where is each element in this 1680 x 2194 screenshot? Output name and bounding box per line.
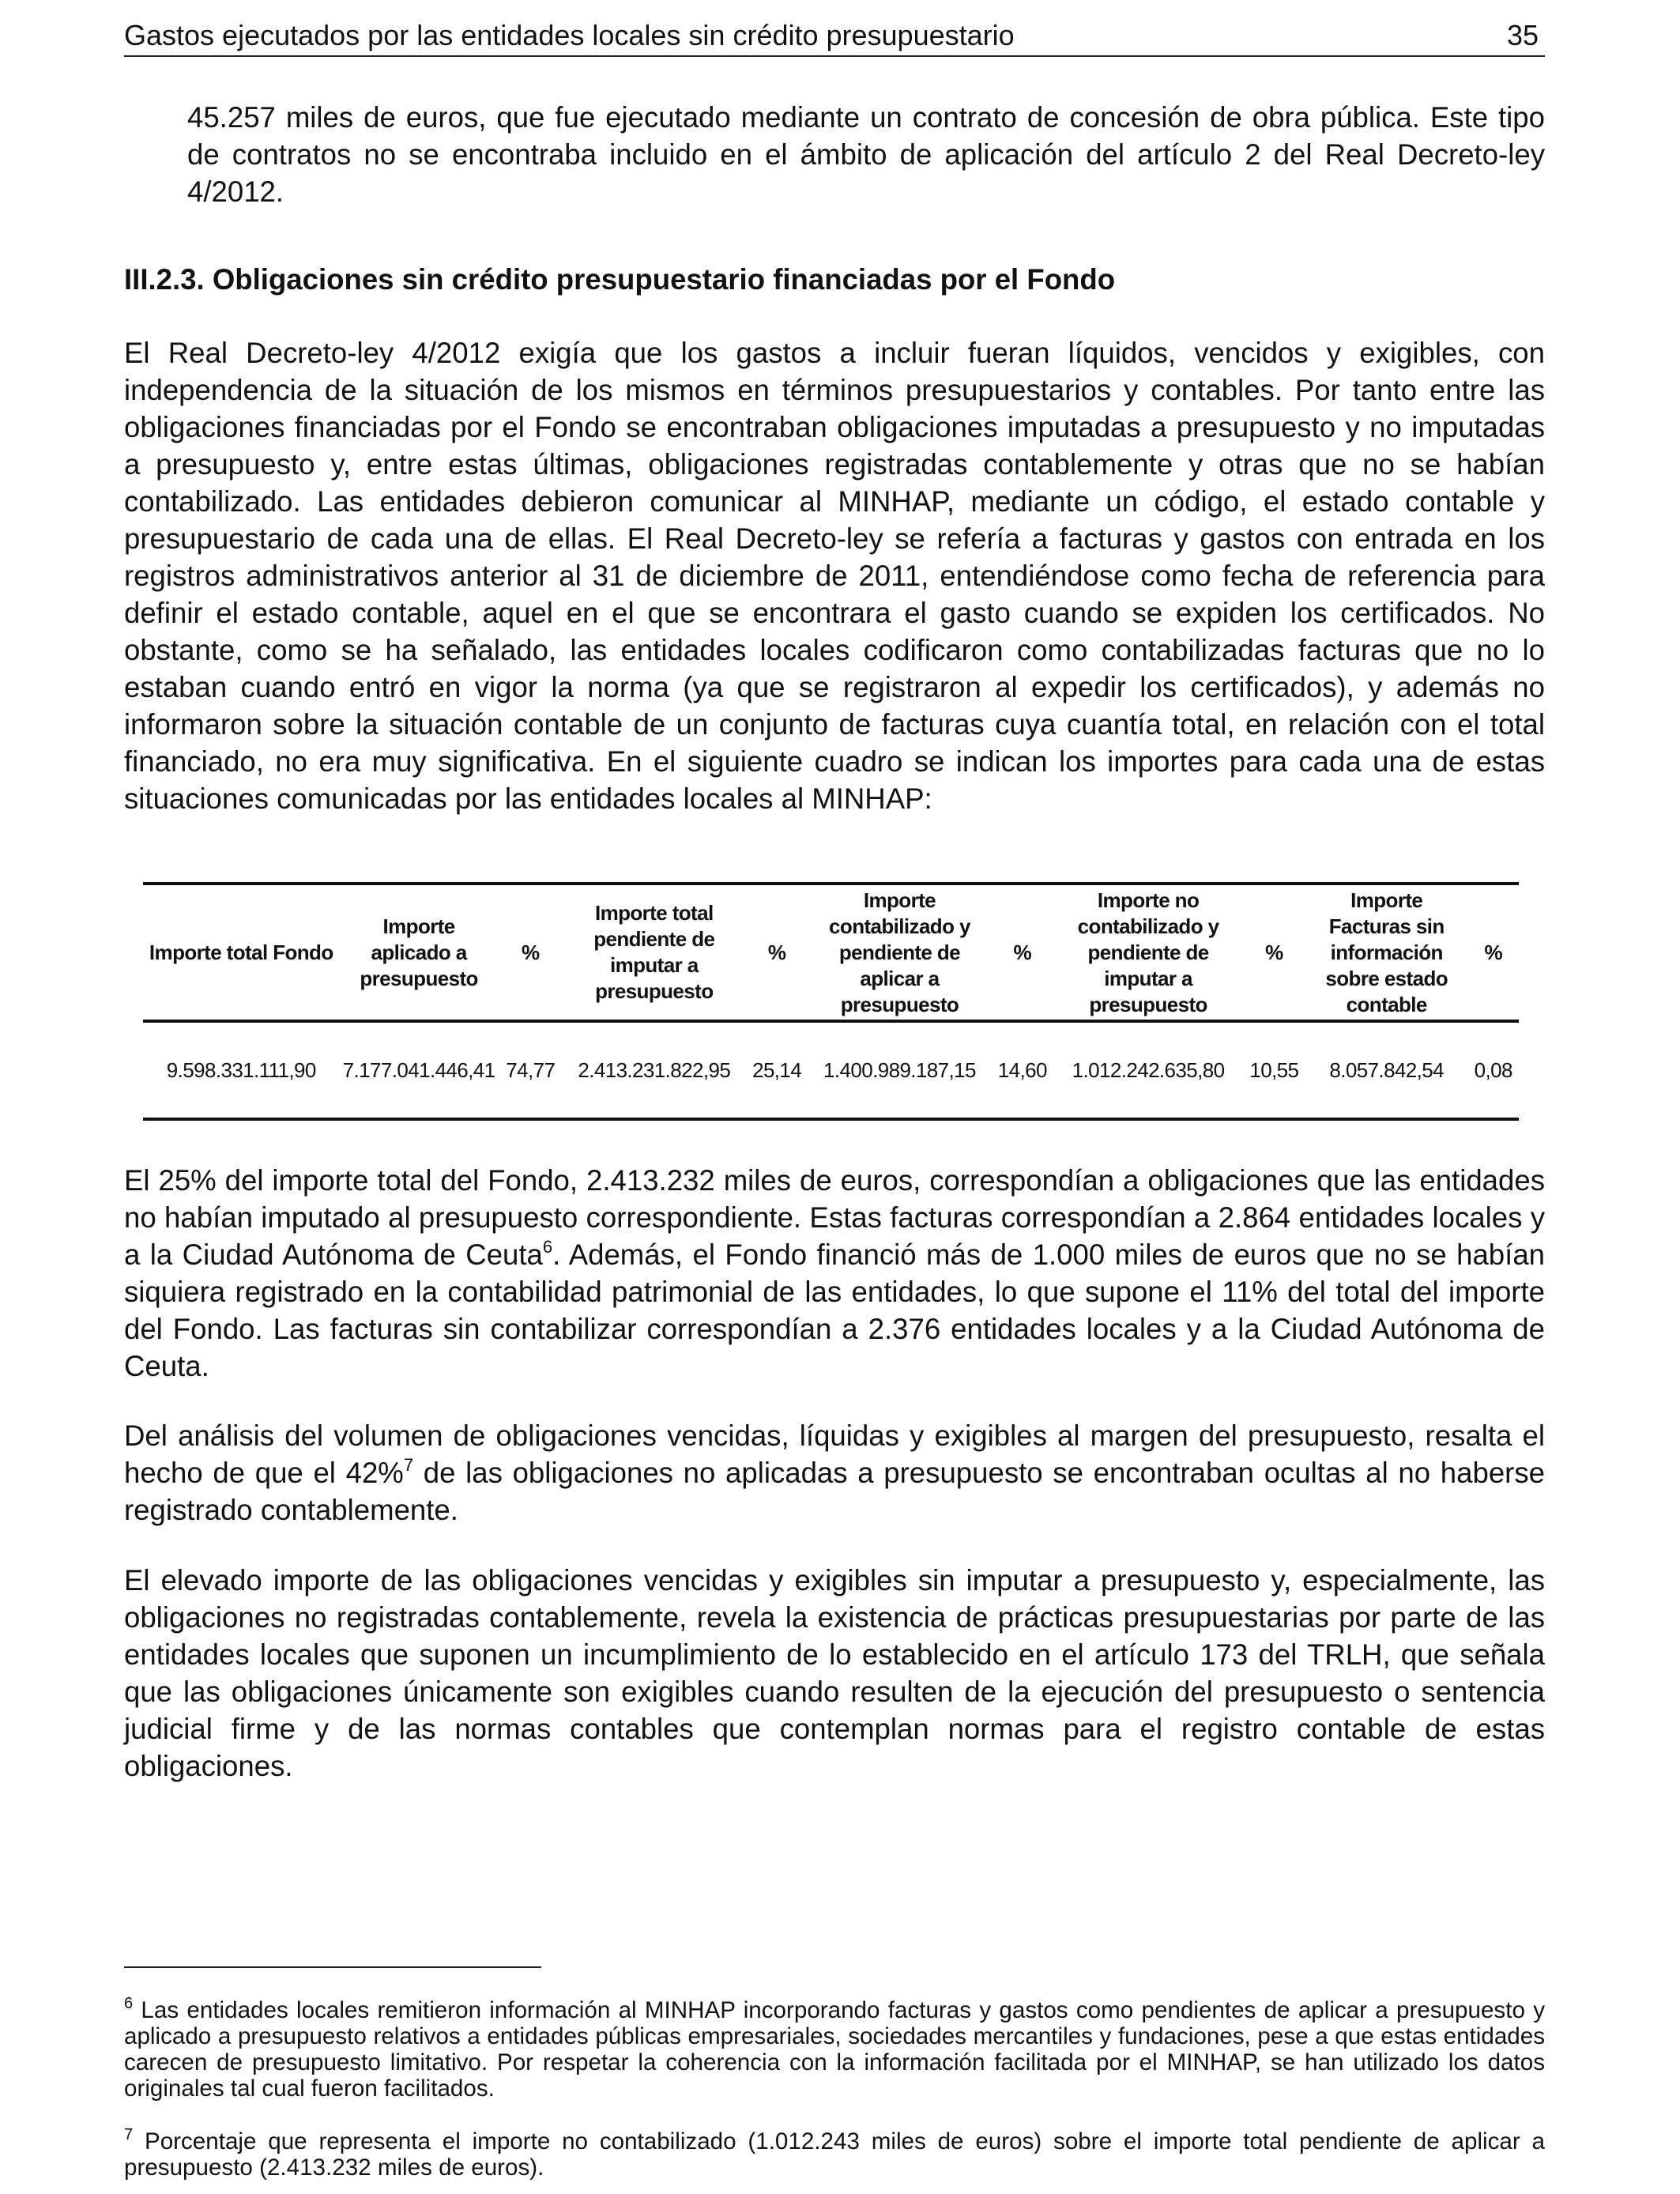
paragraph-3-text-a: Del análisis del volumen de obligaciones vencidas, líquidas y exigibles al margen del presupuesto, resalta el hecho de que el 42%	[124, 1419, 1545, 1489]
footnote-number: 6	[124, 1995, 134, 2012]
paragraph-2-text-b: . Además, el Fondo financió más de 1.000 miles de euros que no se habían siquiera registrado en la contabilidad patrimonial de las entidades, lo que supone el 11% del total del importe del Fondo. Las facturas sin contabilizar correspondían a 2.376 entidades locales y a la Ciudad Autónoma de Ceuta.	[124, 1238, 1546, 1382]
table-cell: 8.057.842,54	[1329, 1057, 1445, 1082]
footnote-text: Porcentaje que representa el importe no contabilizado (1.012.243 miles de euros) sobre el importe total pendiente de aplicar a presupuesto (2.413.232 miles de euros).	[124, 2128, 1545, 2181]
section-heading: III.2.3. Obligaciones sin crédito presupuestario financiadas por el Fondo	[124, 263, 1116, 296]
col-header-pct-contabilizado: %	[1013, 940, 1032, 964]
table-cell: 9.598.331.111,90	[166, 1057, 316, 1082]
table-cell: 1.400.989.187,15	[823, 1057, 976, 1082]
col-header-no-contabilizado: Importe no contabilizado y pendiente de imputar a presupuesto	[1077, 888, 1219, 1016]
paragraph-2-text-a: El 25% del importe total del Fondo, 2.413.232 miles de euros, correspondían a obligaciones que las entidades no habían imputado al presupuesto correspondiente. Estas facturas correspondían a 2.864 entidades locales y a la Ciudad Autónoma de Ceuta	[124, 1164, 1545, 1271]
table-cell: 74,77	[506, 1057, 556, 1082]
table-cell: 2.413.231.822,95	[578, 1057, 731, 1082]
header-title: Gastos ejecutados por las entidades locales sin crédito presupuestario	[124, 19, 1015, 51]
paragraph-4: El elevado importe de las obligaciones vencidas y exigibles sin imputar a presupuesto y, especialmente, las obligaciones no registradas contablemente, revela la existencia de prácticas presupuestarias por parte de las entidades locales que suponen un incumplimiento de lo establecido en el artículo 173 del TRLH, que señala que las obligaciones únicamente son exigibles cuando resulten de la ejecución del presupuesto o sentencia judicial firme y de las normas contables que contemplan normas para el registro contable de estas obligaciones.	[124, 1564, 1545, 1782]
col-header-sin-informacion: Importe Facturas sin información sobre estado contable	[1325, 888, 1448, 1016]
col-header-pct-sin-informacion: %	[1484, 940, 1503, 964]
col-header-total-fondo: Importe total Fondo	[149, 940, 333, 964]
paragraph-3-text-b: de las obligaciones no aplicadas a presupuesto se encontraban ocultas al no haberse registrado contablemente.	[124, 1457, 1545, 1526]
col-header-pct-pendiente: %	[767, 940, 786, 964]
table-header-row	[143, 884, 1519, 1021]
running-header	[124, 16, 1545, 57]
paragraph-2	[124, 1162, 1545, 1385]
table-cell: 10,55	[1249, 1057, 1299, 1082]
table-cell: 25,14	[752, 1057, 802, 1082]
footnote-6	[124, 1997, 1545, 2102]
col-header-aplicado: Importe aplicado a presupuesto	[360, 914, 478, 990]
footnote-number: 7	[124, 2126, 134, 2143]
paragraph-3	[124, 1417, 1545, 1529]
funding-breakdown-table	[143, 882, 1519, 1121]
table-cell: 0,08	[1474, 1057, 1512, 1082]
col-header-pct-no-contabilizado: %	[1265, 940, 1283, 964]
footnote-divider	[124, 1966, 541, 1968]
table-cell: 14,60	[997, 1057, 1047, 1082]
page-number: 35	[1506, 19, 1539, 51]
footnote-7	[124, 2128, 1545, 2181]
paragraph-1: El Real Decreto-ley 4/2012 exigía que los gastos a incluir fueran líquidos, vencidos y exigibles, con independencia de la situación de los mismos en términos presupuestarios y contables. Por tanto entre las obligaciones financiadas por el Fondo se encontraban obligaciones imputadas a presupuesto y no imputadas a presupuesto y, entre estas últimas, obligaciones registradas contablemente y otras que no se habían contabilizado. Las entidades debieron comunicar al MINHAP, mediante un código, el estado contable y presupuestario de cada una de ellas. El Real Decreto-ley se refería a facturas y gastos con entrada en los registros administrativos anterior al 31 de diciembre de 2011, entendiéndose como fecha de referencia para definir el estado contable, aquel en el que se encontrara el gasto cuando se expiden los certificados. No obstante, como se ha señalado, las entidades locales codificaron como contabilizadas facturas que no lo estaban cuando entró en vigor la norma (ya que se registraron al expedir los certificados), y además no informaron sobre la situación contable de un conjunto de facturas cuya cuantía total, en relación con el total financiado, no era muy significativa. En el siguiente cuadro se indican los importes para cada una de estas situaciones comunicadas por las entidades locales al MINHAP:	[124, 337, 1545, 815]
intro-paragraph: 45.257 miles de euros, que fue ejecutado mediante un contrato de concesión de obra pública. Este tipo de contratos no se encontraba incluido en el ámbito de aplicación del artículo 2 del Real Decreto-ley 4/2012.	[187, 101, 1545, 208]
table-cell: 7.177.041.446,41	[342, 1057, 495, 1082]
table-row	[143, 1021, 1519, 1119]
col-header-contabilizado: Importe contabilizado y pendiente de aplicar a presupuesto	[829, 888, 970, 1016]
col-header-pendiente-imputar: Importe total pendiente de imputar a presupuesto	[593, 901, 715, 1003]
table-cell: 1.012.242.635,80	[1072, 1057, 1225, 1082]
footnote-ref-7[interactable]: 7	[403, 1455, 414, 1475]
footnote-text: Las entidades locales remitieron información al MINHAP incorporando facturas y gastos como pendientes de aplicar a presupuesto y aplicado a presupuesto relativos a entidades públicas empresariales, sociedades mercantiles y fundaciones, pese a que estas entidades carecen de presupuesto limitativo. Por respetar la coherencia con la información facilitada por el MINHAP, se han utilizado los datos originales tal cual fueron facilitados.	[124, 1997, 1545, 2102]
footnote-ref-6[interactable]: 6	[542, 1237, 553, 1257]
col-header-pct-aplicado: %	[522, 940, 540, 964]
